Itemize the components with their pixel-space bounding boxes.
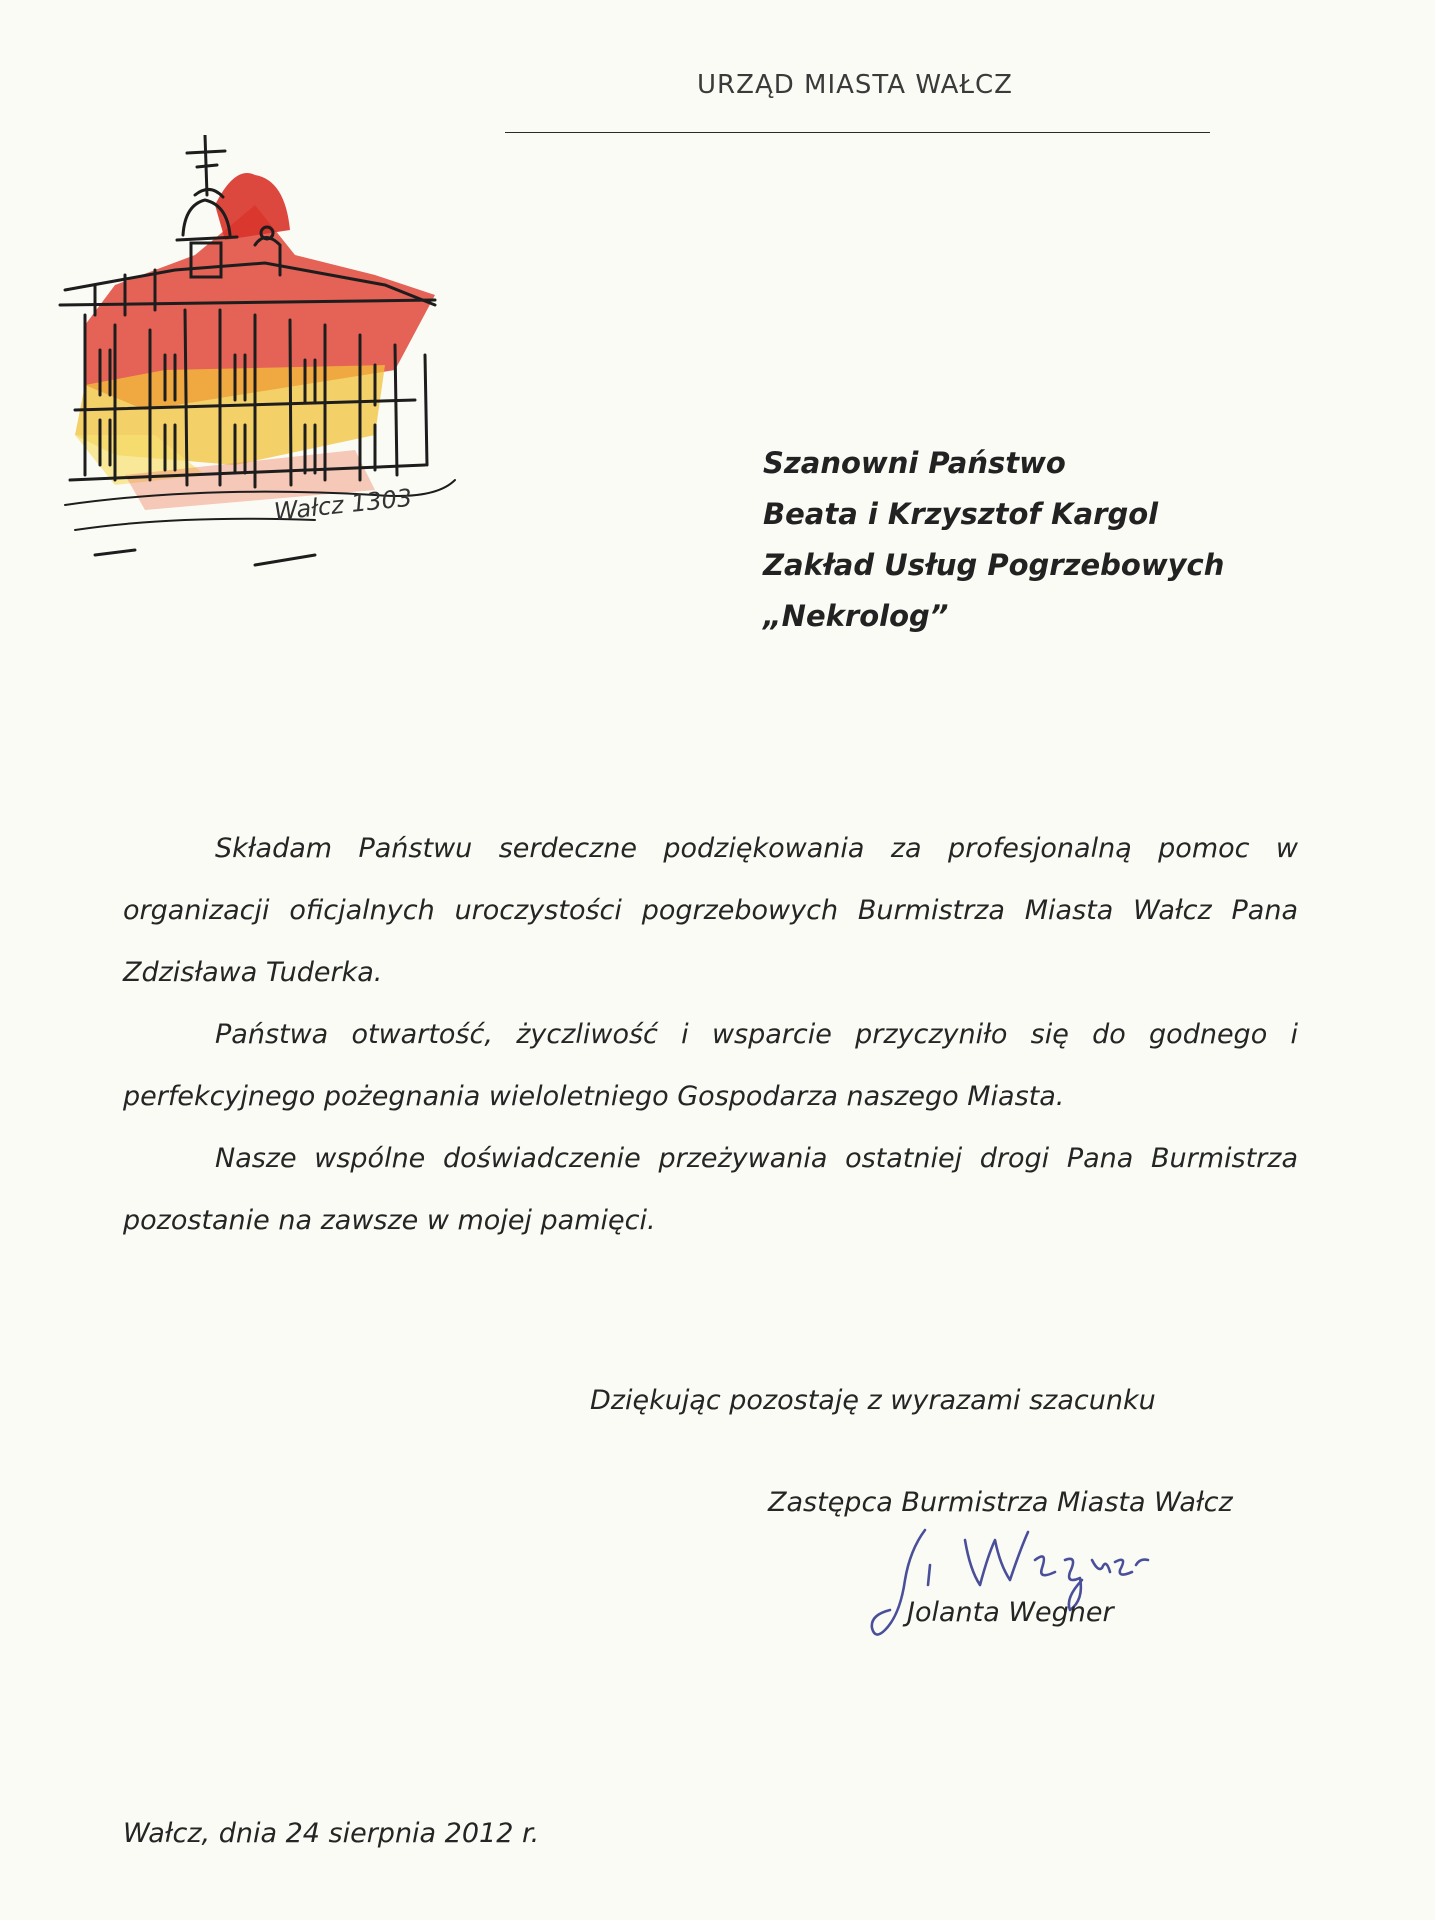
town-hall-sketch-icon xyxy=(55,135,515,645)
addressee-block xyxy=(763,438,1383,642)
addressee-salutation: Szanowni Państwo xyxy=(763,446,1066,480)
date-line: Wałcz, dnia 24 sierpnia 2012 r. xyxy=(123,1818,540,1849)
body-paragraph: Nasze wspólne doświadczenie przeżywania ostatniej drogi Pana Burmistrza pozostanie na zawsze w mojej pamięci. xyxy=(123,1143,1298,1236)
sketch-caption: Wałcz 1303 xyxy=(272,483,414,526)
letterhead-rule xyxy=(505,132,1210,133)
addressee-company: Zakład Usług Pogrzebowych xyxy=(763,548,1225,582)
body-paragraph: Państwa otwartość, życzliwość i wsparcie przyczyniło się do godnego i perfekcyjnego pożegnania wieloletniego Gospodarza naszego Miasta. xyxy=(123,1019,1298,1112)
signatory-name: Jolanta Wegner xyxy=(907,1597,1114,1628)
addressee-names: Beata i Krzysztof Kargol xyxy=(763,497,1159,531)
handwritten-signature xyxy=(870,1510,1150,1650)
closing-line: Dziękując pozostaję z wyrazami szacunku xyxy=(590,1385,1156,1416)
body-paragraph: Składam Państwu serdeczne podziękowania za profesjonalną pomoc w organizacji oficjalnych uroczystości pogrzebowych Burmistrza Miasta Wałcz Pana Zdzisława Tuderka. xyxy=(123,833,1298,988)
letterhead-title: URZĄD MIASTA WAŁCZ xyxy=(697,70,1013,100)
signatory-role: Zastępca Burmistrza Miasta Wałcz xyxy=(768,1487,1233,1518)
letter-body xyxy=(123,818,1298,1252)
addressee-company-name: „Nekrolog” xyxy=(763,599,949,633)
